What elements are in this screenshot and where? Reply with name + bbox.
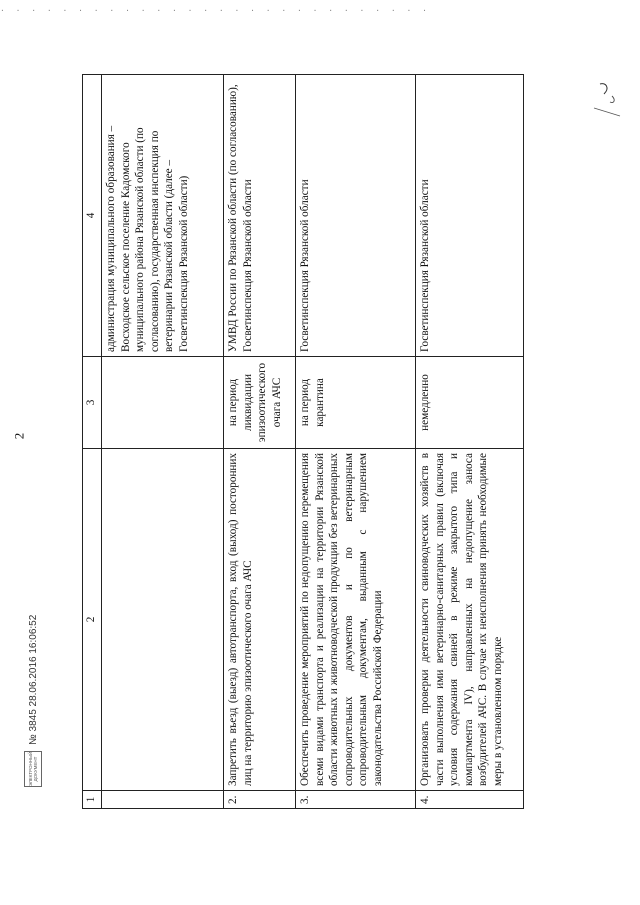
row-term: немедленно — [416, 357, 524, 449]
scan-artifact-dots: . . . . . . . . . . . . . . . . . . . . . . . . . . . . — [0, 4, 430, 13]
header-cell-4: 4 — [83, 75, 102, 357]
measures-table — [82, 74, 524, 809]
table-row — [296, 75, 416, 809]
row-term — [102, 357, 224, 449]
row-action: Обеспечить проведение мероприятий по недопущению перемещения всеми видами транспорта и реализации на территории Рязанской области животных и животноводческой продукции без ветеринарных сопроводительных документов и по ветеринарным сопроводительным документам, выданным с нарушением законодательства Российской Федерации — [296, 449, 416, 791]
row-responsible: администрация муниципального образования – Восходское сельское поселение Кадомского муниципального района Рязанской области (по согласованию), государственная инспекция по ветеринарии Рязанской области (далее – Госветинспекция Рязанской области) — [102, 75, 224, 357]
row-term: на период карантина — [296, 357, 416, 449]
row-action: Организовать проверки деятельности свиноводческих хозяйств в части выполнения ими ветеринарно-санитарных правил (включая условия содержания свиней в режиме закрытого типа и компартмента IV), направленных на недопущение заноса возбудителей АЧС. В случае их неисполнения принять необходимые меры в установленном порядке — [416, 449, 524, 791]
row-number: 2. — [224, 791, 296, 809]
table-row — [224, 75, 296, 809]
row-action: Запретить въезд (выезд) автотранспорта, вход (выход) посторонних лиц на территорию эпизоотического очага АЧС — [224, 449, 296, 791]
header-cell-2: 2 — [83, 449, 102, 791]
document-stamp — [24, 615, 42, 787]
table-row — [416, 75, 524, 809]
row-responsible: Госветинспекция Рязанской области — [296, 75, 416, 357]
page-number: 2 — [11, 432, 27, 440]
table-header-row — [83, 75, 102, 809]
row-action — [102, 449, 224, 791]
row-number: 4. — [416, 791, 524, 809]
table-row — [102, 75, 224, 809]
row-term: на период ликвидации эпизоотического очага АЧС — [224, 357, 296, 449]
header-cell-3: 3 — [83, 357, 102, 449]
row-responsible: УМВД России по Рязанской области (по согласованию), Госветинспекция Рязанской области — [224, 75, 296, 357]
seal-line: ЭЛЕКТРОННЫЙ — [28, 751, 33, 787]
header-cell-1: 1 — [83, 791, 102, 809]
seal-line: ДОКУМЕНТ — [33, 756, 38, 782]
row-responsible: Госветинспекция Рязанской области — [416, 75, 524, 357]
row-number: 3. — [296, 791, 416, 809]
electronic-seal-icon — [24, 751, 42, 787]
row-number — [102, 791, 224, 809]
registration-stamp: № 3845 28.06.2016 16:06:52 — [27, 614, 39, 745]
